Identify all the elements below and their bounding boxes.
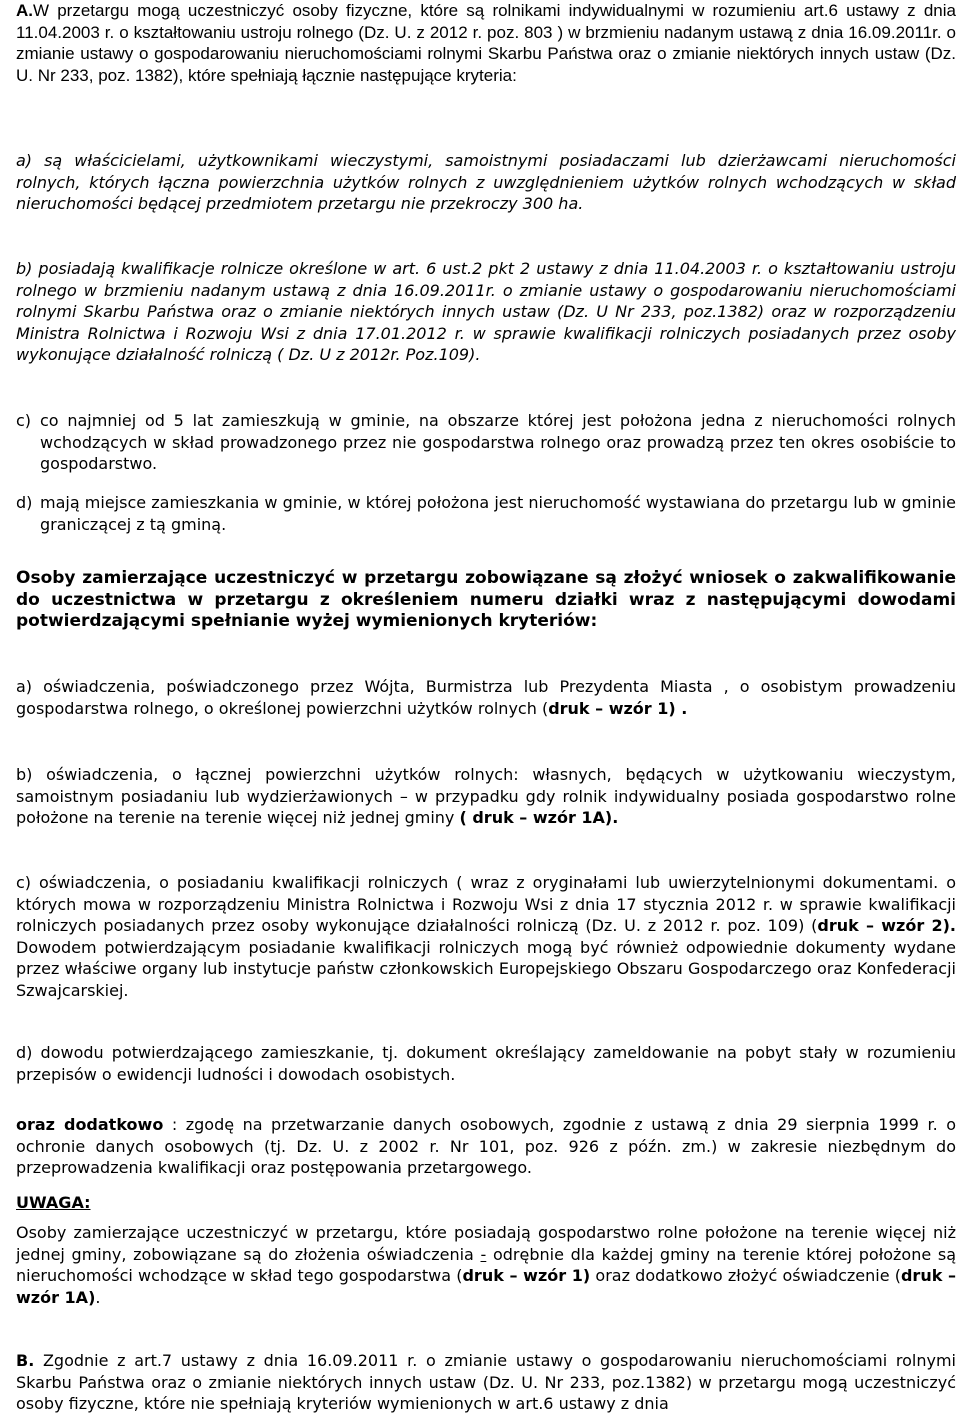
section-a-paragraph [16, 0, 956, 86]
section-b-text: Zgodnie z art.7 ustawy z dnia 16.09.2011 r. o zmianie ustawy o gospodarowaniu nieruchomościami rolnymi Skarbu Państwa oraz o zmianie niektórych innych ustaw (Dz. U. Nr 233, poz.1382) w przetargu mogą uczestniczyć osoby fizyczne, które nie spełniają kryteriów wymienionych w art.6 ustawy z dnia [16, 1351, 956, 1414]
consent-lead: oraz dodatkowo [16, 1115, 164, 1134]
section-b-marker: B. [16, 1351, 35, 1370]
obligation-heading: Osoby zamierzające uczestniczyć w przetargu zobowiązane są złożyć wniosek o zakwalifikowanie do uczestnictwa w przetargu z określeniem numeru działki wraz z następującymi dowodami potwierdzającymi spełnianie wyżej wymienionych kryteriów: [16, 568, 956, 632]
consent-paragraph [16, 1114, 956, 1179]
warning-heading-line [16, 1192, 956, 1214]
evidence-b-text: b) oświadczenia, o łącznej powierzchni użytków rolnych: własnych, będących w użytkowaniu wieczystym, samoistnym posiadaniu lub wydzierżawionych – w przypadku gdy rolnik indywidualny posiada gospodarstwo rolne położone na terenie na terenie więcej niż jednej gminy [16, 765, 956, 828]
section-b-paragraph [16, 1350, 956, 1415]
criterion-d-text: mają miejsce zamieszkania w gminie, w której położona jest nieruchomość wystawiana do przetargu lub w gminie graniczącej z tą gminą. [40, 493, 956, 534]
warning-form-1a: druk – wzór 1A) [16, 1266, 957, 1307]
evidence-d [16, 1042, 956, 1085]
criterion-c-marker: c) [16, 411, 32, 430]
warning-text-3: oraz dodatkowo złożyć oświadczenie ( [590, 1266, 901, 1286]
section-a-text: W przetargu mogą uczestniczyć osoby fizyczne, które są rolnikami indywidualnymi w rozumieniu art.6 ustawy z dnia 11.04.2003 r. o kształtowaniu ustroju rolnego (Dz. U. z 2012 r. poz. 803 ) w brzmieniu nadanym ustawą z dnia 16.09.2011r. o zmianie ustawy o gospodarowaniu nieruchomościami rolnymi Skarbu Państwa oraz o zmianie niektórych innych ustaw (Dz. U. Nr 233, poz. 1382), które spełniają łącznie następujące kryteria: [16, 1, 956, 85]
evidence-c [16, 872, 956, 1002]
criterion-b [16, 258, 956, 366]
evidence-a-text: a) oświadczenia, poświadczonego przez Wójta, Burmistrza lub Prezydenta Miasta , o osobistym prowadzeniu gospodarstwa rolnego, o określonej powierzchni użytków rolnych ( [16, 677, 956, 718]
criterion-a [16, 150, 956, 215]
warning-paragraph [16, 1222, 956, 1308]
warning-text-4: . [95, 1287, 101, 1307]
evidence-b-form: ( druk – wzór 1A). [459, 808, 619, 828]
criterion-a-text: a) są właścicielami, użytkownikami wieczystymi, samoistnymi posiadaczami lub dzierżawcami nieruchomości rolnych, których łączna powierzchnia użytków rolnych z uwzględnieniem użytków rolnych wchodzących w skład nieruchomości będącej przedmiotem przetargu nie przekroczy 300 ha. [16, 151, 956, 214]
evidence-a [16, 676, 956, 719]
evidence-d-text: d) dowodu potwierdzającego zamieszkanie, tj. dokument określający zameldowanie na pobyt stały w rozumieniu przepisów o ewidencji ludności i dowodach osobistych. [16, 1043, 956, 1084]
criterion-c [16, 410, 956, 475]
criterion-d [16, 492, 956, 535]
criterion-c-text: co najmniej od 5 lat zamieszkują w gminie, na obszarze której jest położona jedna z nieruchomości rolnych wchodzących w skład prowadzonego przez nie gospodarstwa rolnego oraz prowadzą przez ten okres osobiście to gospodarstwo. [40, 411, 956, 474]
warning-form-1: druk – wzór 1) [462, 1266, 591, 1286]
evidence-c-form: druk – wzór 2). [817, 916, 956, 936]
warning-text-2: odrębnie dla każdej gminy na terenie której położone są nieruchomości wchodzące w skład tego gospodarstwa ( [16, 1244, 957, 1286]
warning-text-1: Osoby zamierzające uczestniczyć w przetargu, które posiadają gospodarstwo rolne położone na terenie więcej niż jednej gminy, zobowiązane są do złożenia oświadczenia [16, 1223, 956, 1264]
warning-heading: UWAGA: [16, 1193, 91, 1212]
criterion-d-marker: d) [16, 493, 33, 512]
evidence-c-text: c) oświadczenia, o posiadaniu kwalifikacji rolniczych ( wraz z oryginałami lub uwierzytelnionymi dokumentami. o których mowa w rozporządzeniu Ministra Rolnictwa i Rozwoju Wsi z dnia 17 stycznia 2012 r. w sprawie kwalifikacji rolniczych posiadanych przez osoby wykonujące działalności rolniczą (Dz. U. z 2012 r. poz. 109) ( [16, 873, 956, 936]
evidence-a-form: druk – wzór 1) . [548, 698, 688, 718]
evidence-b [16, 764, 956, 829]
section-a-marker: A. [16, 1, 33, 20]
criterion-b-text: b) posiadają kwalifikacje rolnicze określone w art. 6 ust.2 pkt 2 ustawy z dnia 11.04.2003 r. o kształtowaniu ustroju rolnego w brzmieniu nadanym ustawą z dnia 16.09.2011r. o zmianie ustawy o gospodarowaniu nieruchomościami rolnymi Skarbu Państwa oraz o zmianie niektórych innych ustaw (Dz. U Nr 233, poz.1382) oraz w rozporządzeniu Ministra Rolnictwa i Rozwoju Wsi z dnia 17.01.2012 r. w sprawie kwalifikacji rolniczych posiadanych przez osoby wykonujące działalność rolniczą ( Dz. U z 2012r. Poz.109). [16, 259, 956, 365]
warning-dash: - [480, 1244, 487, 1264]
consent-text: : zgodę na przetwarzanie danych osobowych, zgodnie z ustawą z dnia 29 sierpnia 1999 r. o ochronie danych osobowych (tj. Dz. U. z 2002 r. Nr 101, poz. 926 z późn. zm.) w zakresie niezbędnym do przeprowadzenia kwalifikacji oraz postępowania przetargowego. [16, 1115, 956, 1178]
evidence-c-tail: Dowodem potwierdzającym posiadanie kwalifikacji rolniczych mogą być również odpowiednie dokumenty wydane przez właściwe organy lub instytucje państw członkowskich Europejskiego Obszaru Gospodarczego oraz Konfederacji Szwajcarskiej. [16, 937, 956, 1000]
